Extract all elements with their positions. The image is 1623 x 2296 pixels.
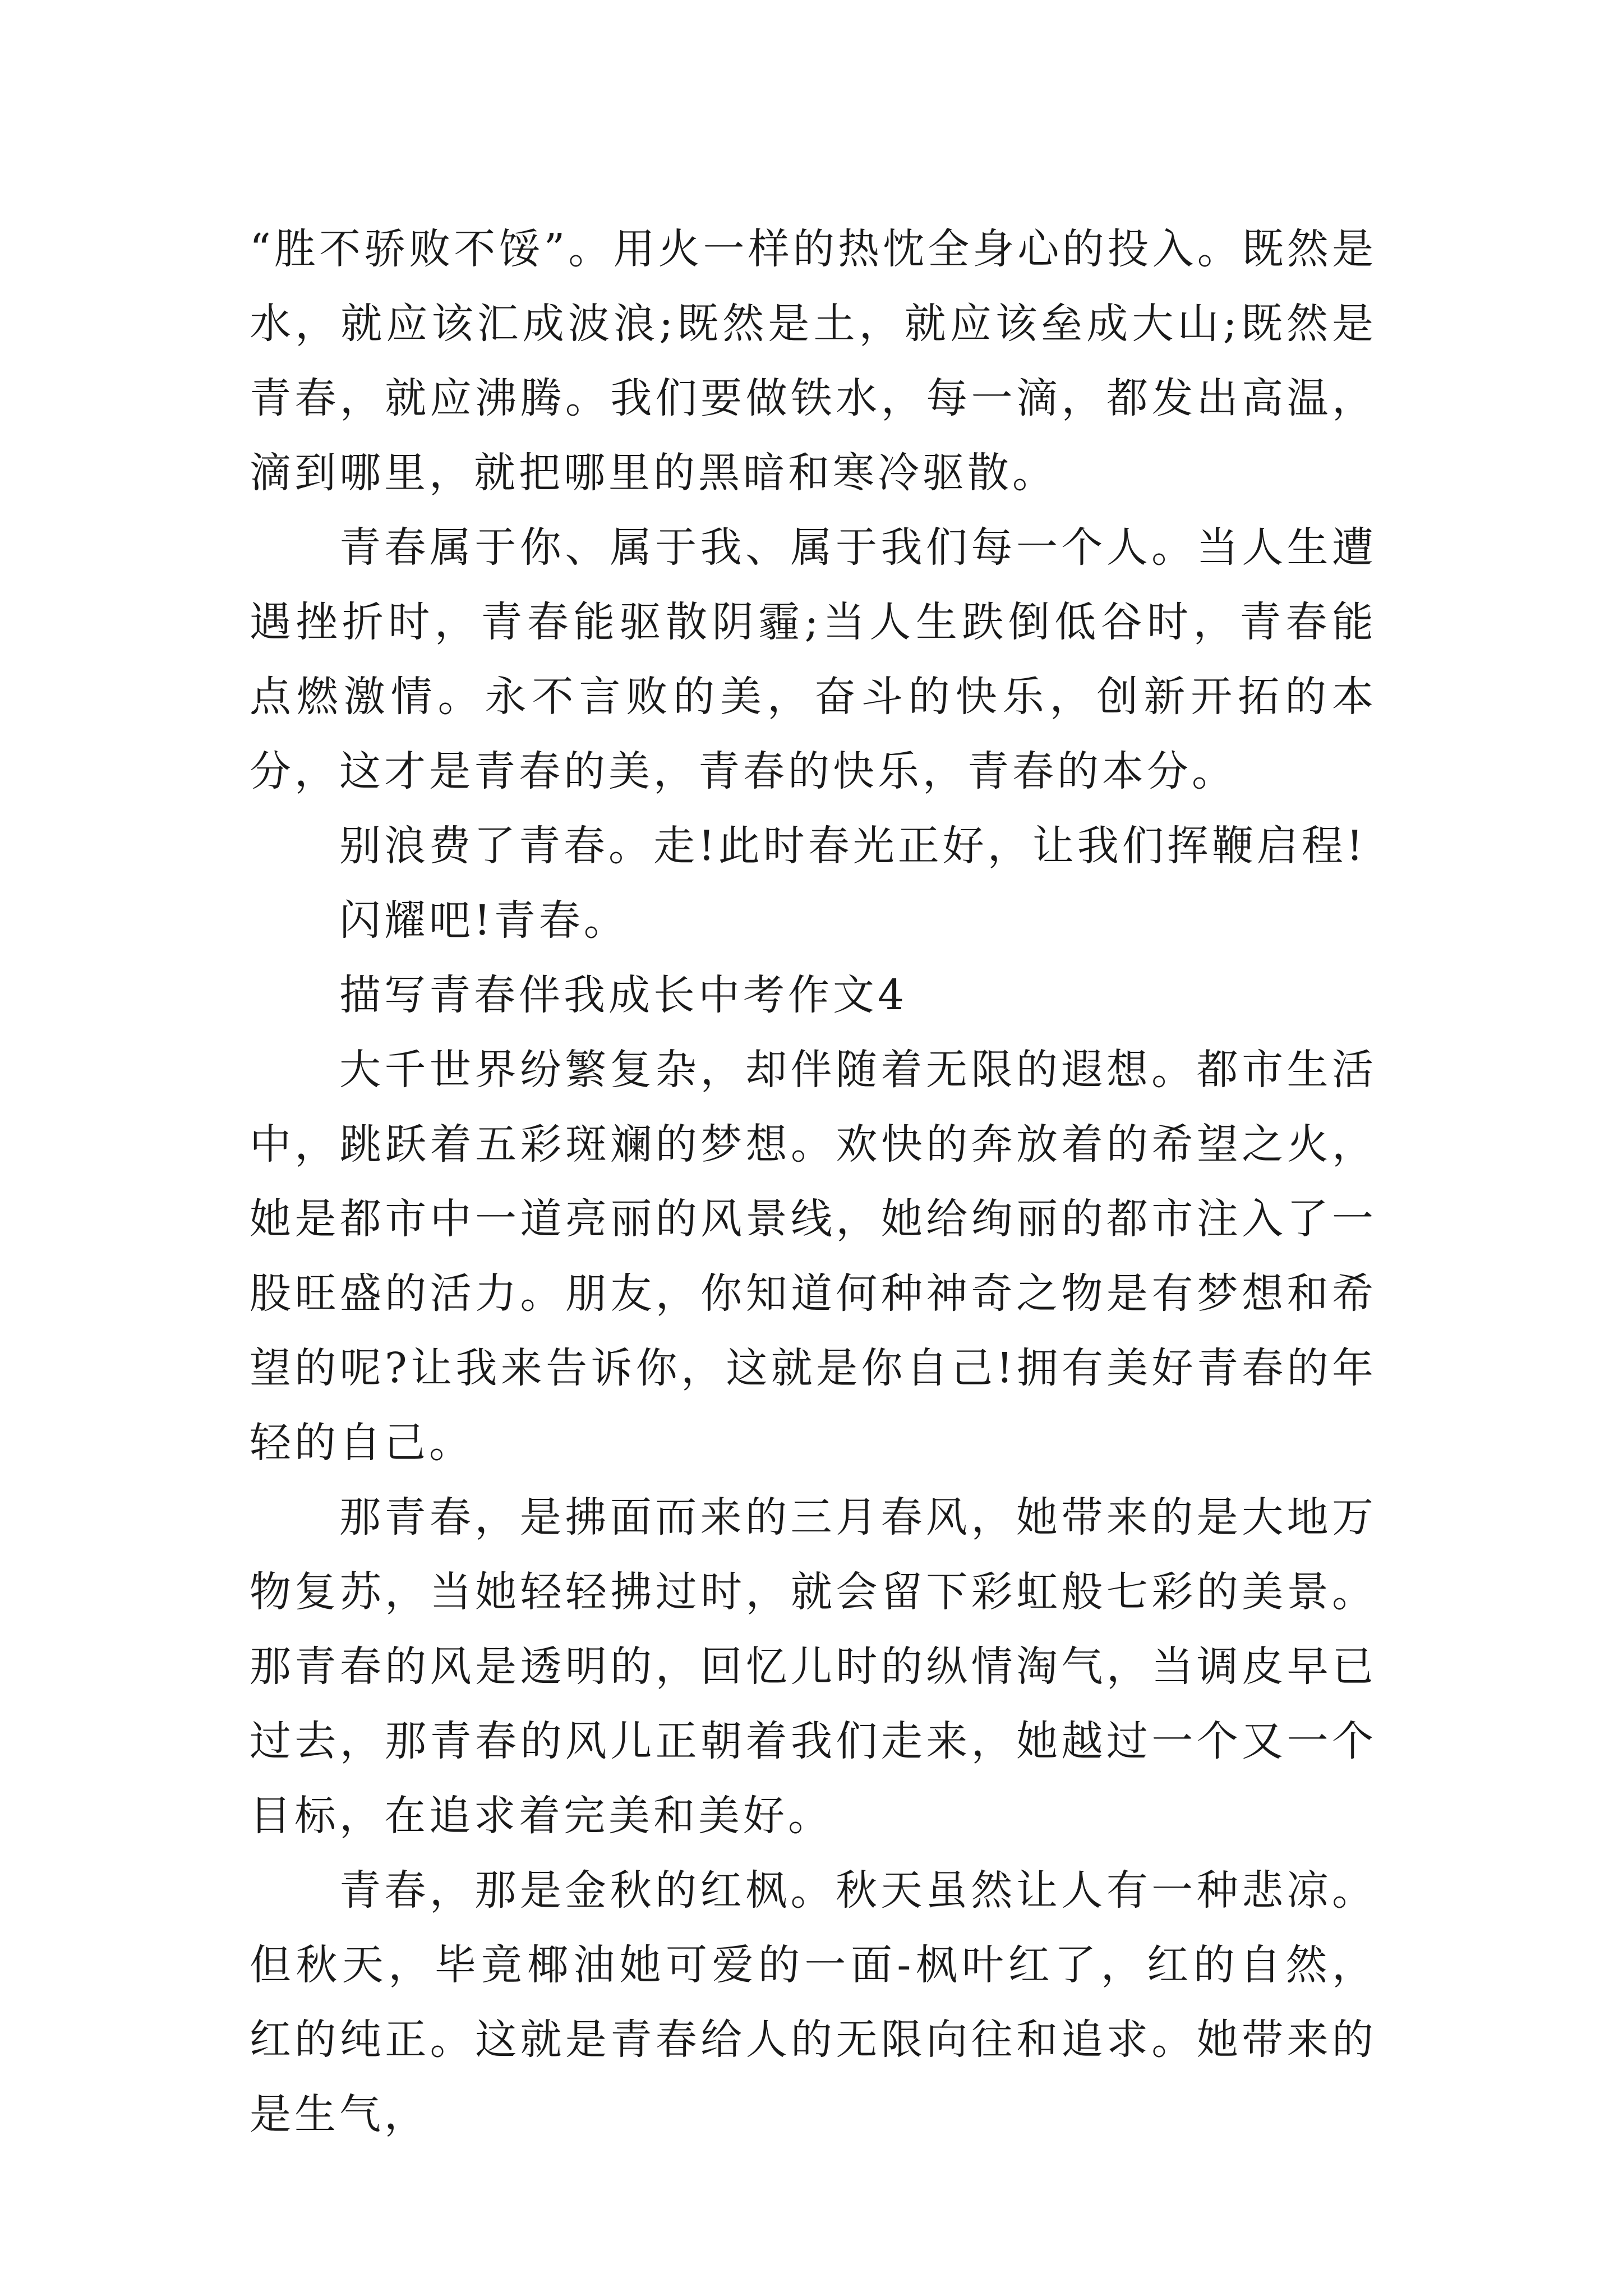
paragraph-3: 别浪费了青春。走!此时春光正好，让我们挥鞭启程!: [339, 822, 1367, 870]
paragraph-2: 青春属于你、属于我、属于我们每一个人。当人生遭遇挫折时，青春能驱散阴霾;当人生跌倒低谷时，青春能点燃激情。永不言败的美，奋斗的快乐，创新开拓的本分，这才是青春的美，青春的快乐，青春的本分。: [250, 523, 1377, 795]
paragraph-4: 闪耀吧!青春。: [339, 896, 629, 945]
paragraph-1: “胜不骄败不馁”。用火一样的热忱全身心的投入。既然是水，就应该汇成波浪;既然是土，就应该垒成大山;既然是青春，就应沸腾。我们要做铁水，每一滴，都发出高温，滴到哪里，就把哪里的黑暗和寒冷驱散。: [250, 225, 1377, 497]
paragraph-6: 那青春，是拂面而来的三月春风，她带来的是大地万物复苏，当她轻轻拂过时，就会留下彩虹般七彩的美景。那青春的风是透明的，回忆儿时的纵情淘气，当调皮早已过去，那青春的风儿正朝着我们走来，她越过一个又一个目标，在追求着完美和美好。: [250, 1493, 1377, 1840]
section-heading: 描写青春伴我成长中考作文4: [339, 971, 908, 1019]
paragraph-7: 青春，那是金秋的红枫。秋天虽然让人有一种悲凉。但秋天，毕竟椰油她可爱的一面-枫叶红了，红的自然，红的纯正。这就是青春给人的无限向往和追求。她带来的是生气，: [250, 1866, 1377, 2138]
paragraph-5: 大千世界纷繁复杂，却伴随着无限的遐想。都市生活中，跳跃着五彩斑斓的梦想。欢快的奔放着的希望之火，她是都市中一道亮丽的风景线，她给绚丽的都市注入了一股旺盛的活力。朋友，你知道何种神奇之物是有梦想和希望的呢?让我来告诉你，这就是你自己!拥有美好青春的年轻的自己。: [250, 1046, 1377, 1467]
document-body: [250, 212, 1377, 2152]
